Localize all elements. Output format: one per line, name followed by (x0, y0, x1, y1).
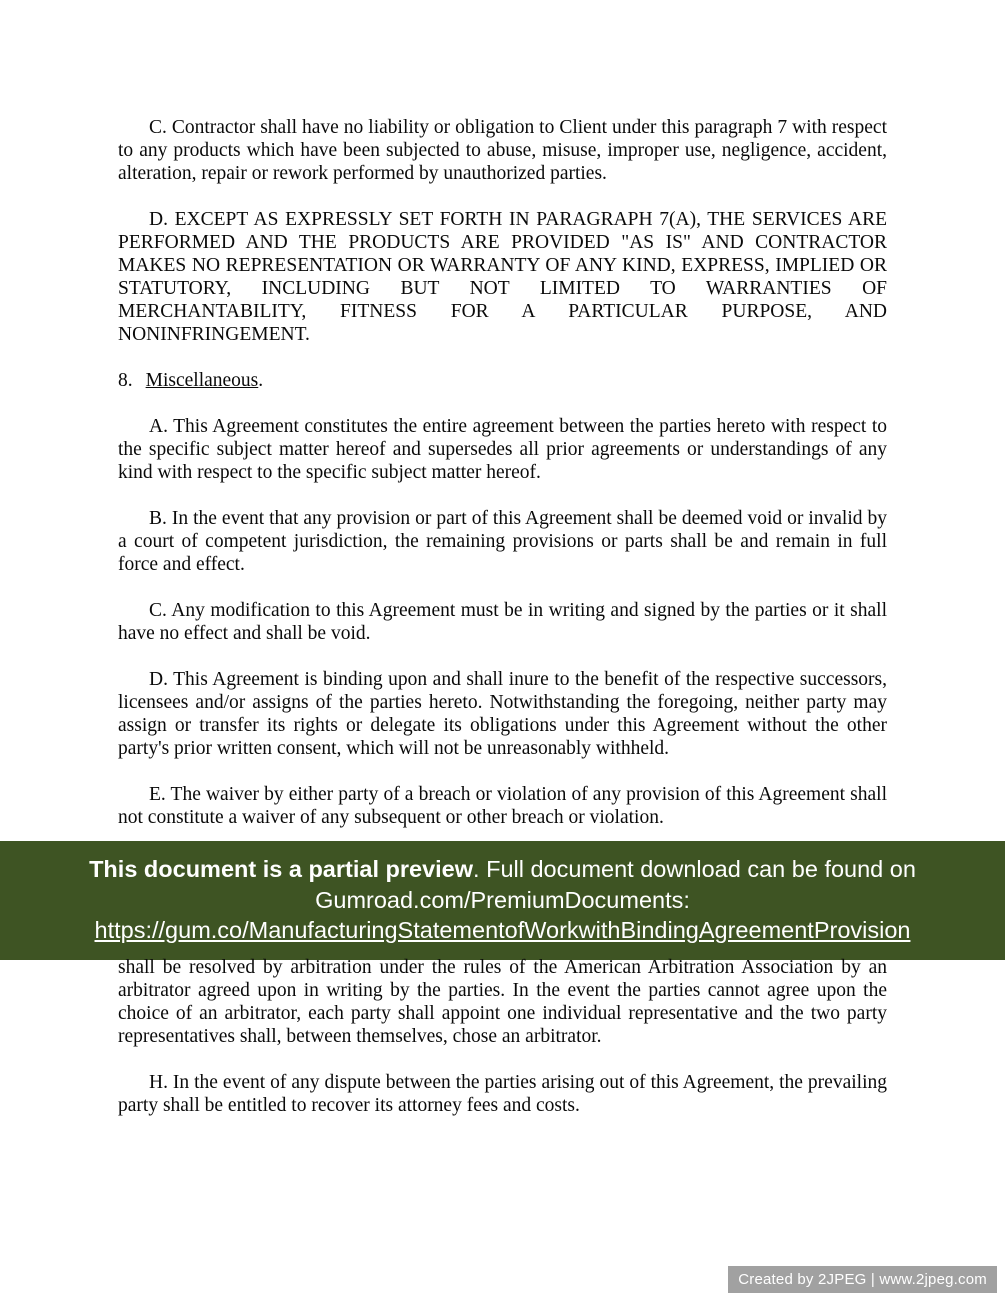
banner-link-line (40, 915, 965, 946)
section-heading-miscellaneous (118, 369, 887, 392)
paragraph-7d-disclaimer: D. EXCEPT AS EXPRESSLY SET FORTH IN PARAGRAPH 7(A), THE SERVICES ARE PERFORMED AND THE PRODUCTS ARE PROVIDED "AS IS" AND CONTRACTOR MAKES NO REPRESENTATION OR WARRANTY OF ANY KIND, EXPRESS, IMPLIED OR STATUTORY, INCLUDING BUT NOT LIMITED TO WARRANTIES OF MERCHANTABILITY, FITNESS FOR A PARTICULAR PURPOSE, AND NONINFRINGEMENT. (118, 209, 887, 345)
watermark-badge: Created by 2JPEG | www.2jpeg.com (728, 1266, 997, 1293)
banner-bold-text: This document is a partial preview (89, 856, 474, 882)
paragraph-8g-continuation: shall be resolved by arbitration under the rules of the American Arbitration Association by an arbitrator agreed upon in writing by the parties. In the event the parties cannot agree upon the choice of an arbitrator, each party shall appoint one individual representative and the two party representatives shall, between themselves, chose an arbitrator. (118, 957, 887, 1047)
banner-gumroad-line: Gumroad.com/PremiumDocuments: (315, 886, 690, 913)
document-body-bottom (0, 956, 1005, 1140)
paragraph-8a: A. This Agreement constitutes the entire agreement between the parties hereto with respect to the specific subject matter hereof and supersedes all prior agreements or understandings of any kind with respect to the specific subject matter hereof. (118, 416, 887, 483)
gumroad-download-link[interactable]: https://gum.co/ManufacturingStatementofWorkwithBindingAgreementProvision (94, 917, 911, 943)
section-title-period: . (258, 370, 264, 391)
preview-banner (0, 841, 1005, 960)
banner-message-line (40, 854, 965, 885)
banner-regular-text: . Full document download can be found on (473, 856, 916, 882)
paragraph-8h: H. In the event of any dispute between the parties arising out of this Agreement, the prevailing party shall be entitled to recover its attorney fees and costs. (118, 1072, 887, 1116)
paragraph-8c: C. Any modification to this Agreement must be in writing and signed by the parties or it shall have no effect and shall be void. (118, 600, 887, 644)
paragraph-8e: E. The waiver by either party of a breach or violation of any provision of this Agreement shall not constitute a waiver of any subsequent or other breach or violation. (118, 784, 887, 828)
paragraph-8d: D. This Agreement is binding upon and shall inure to the benefit of the respective successors, licensees and/or assigns of the parties hereto. Notwithstanding the foregoing, neither party may assign or transfer its rights or delegate its obligations under this Agreement without the other party's prior written consent, which will not be unreasonably withheld. (118, 669, 887, 759)
paragraph-8b: B. In the event that any provision or part of this Agreement shall be deemed void or invalid by a court of competent jurisdiction, the remaining provisions or parts shall be and remain in full force and effect. (118, 508, 887, 575)
section-title: Miscellaneous (145, 370, 259, 391)
section-number: 8. (118, 370, 133, 391)
paragraph-7c: C. Contractor shall have no liability or obligation to Client under this paragraph 7 with respect to any products which have been subjected to abuse, misuse, improper use, negligence, accident, alteration, repair or rework performed by unauthorized parties. (118, 117, 887, 184)
